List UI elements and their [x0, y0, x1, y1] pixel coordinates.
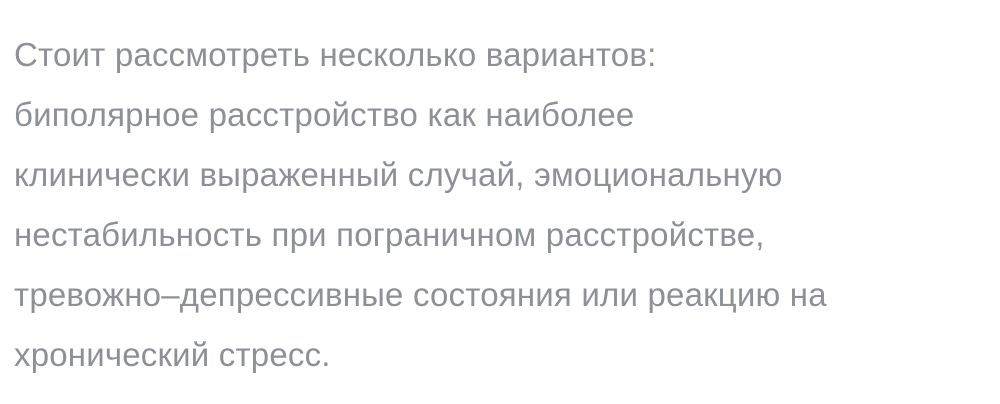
paragraph-line: клинически выраженный случай, эмоциональную	[14, 156, 783, 193]
paragraph-line: биполярное расстройство как наиболее	[14, 96, 635, 133]
paragraph-line: тревожно–депрессивные состояния или реакцию на	[14, 276, 827, 313]
paragraph-line: Стоит рассмотреть несколько вариантов:	[14, 36, 657, 73]
paragraph-line: нестабильность при пограничном расстройстве,	[14, 216, 765, 253]
paragraph-line: хронический стресс.	[14, 336, 331, 373]
